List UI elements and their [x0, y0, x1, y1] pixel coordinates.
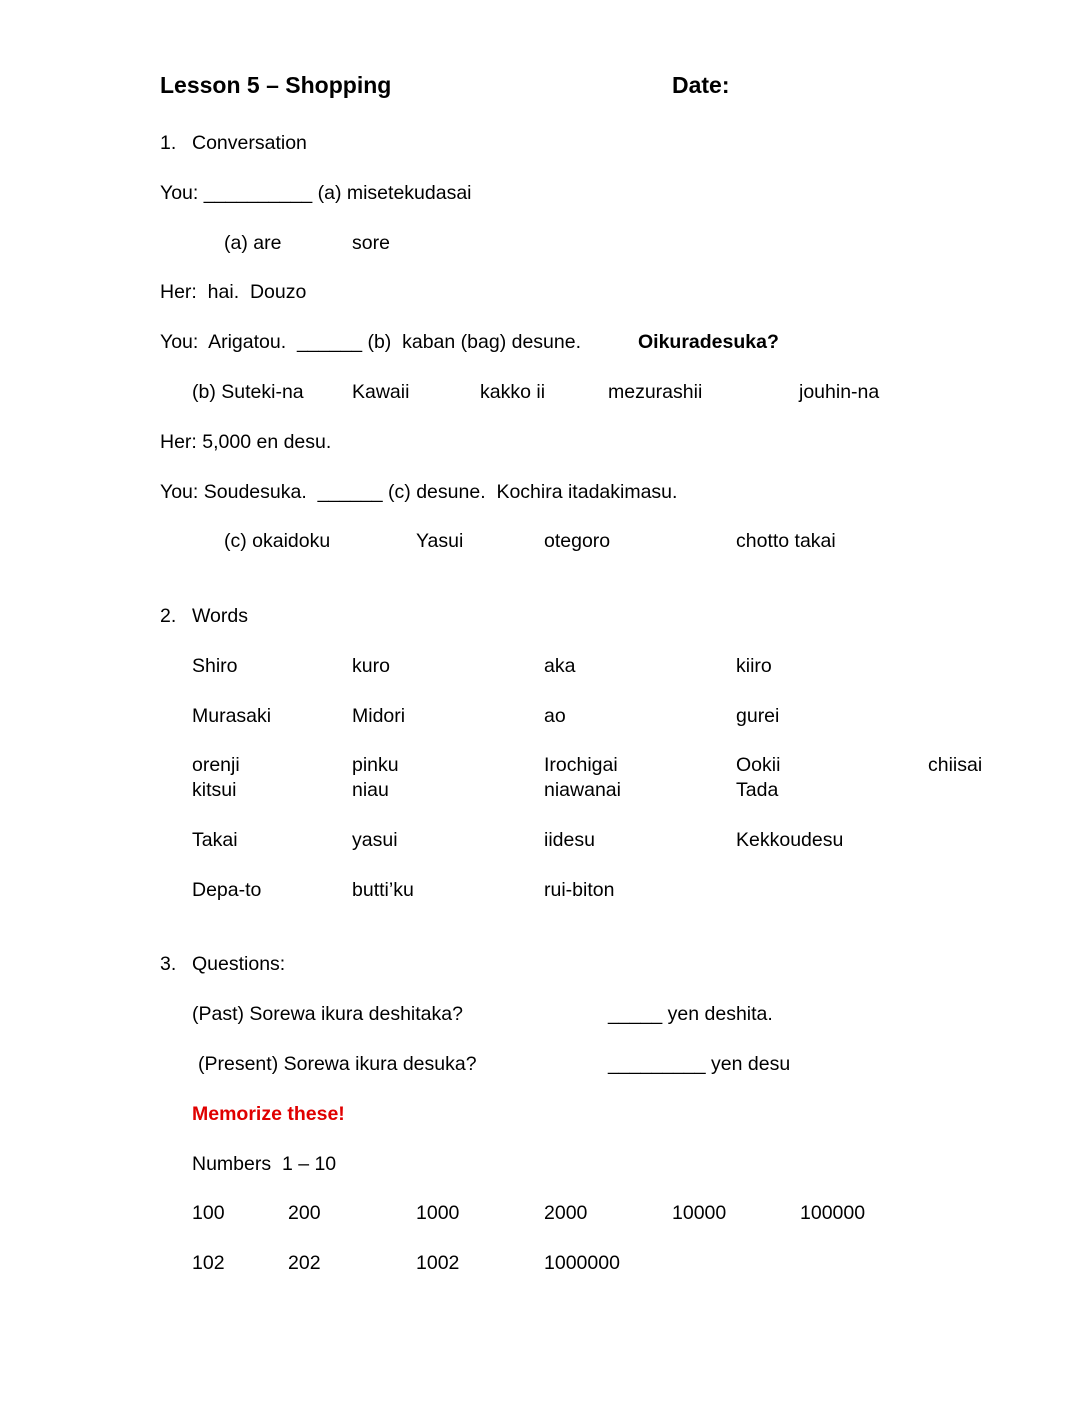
- option-a-2: sore: [352, 232, 390, 254]
- word: chiisai: [928, 754, 983, 776]
- word: Ookii: [736, 754, 781, 776]
- option-b-3: kakko ii: [480, 381, 546, 403]
- option-b-4: mezurashii: [608, 381, 703, 403]
- option-a-1: (a) are: [224, 232, 282, 254]
- answer-past: _____ yen deshita.: [608, 1003, 773, 1025]
- word: Depa-to: [192, 879, 262, 901]
- word: butti’ku: [352, 879, 414, 901]
- number: 10000: [672, 1202, 727, 1224]
- option-b-5: jouhin-na: [799, 381, 880, 403]
- date-label: Date:: [672, 72, 730, 98]
- word: yasui: [352, 829, 398, 851]
- section1-heading: Conversation: [192, 132, 307, 154]
- conversation-line-5: You: Soudesuka. ______ (c) desune. Kochira itadakimasu.: [160, 481, 678, 503]
- word: Midori: [352, 705, 406, 727]
- word: kitsui: [192, 779, 237, 801]
- number: 100: [192, 1202, 225, 1224]
- option-c-3: otegoro: [544, 530, 611, 552]
- word: Irochigai: [544, 754, 618, 776]
- word: Kekkoudesu: [736, 829, 844, 851]
- answer-present: _________ yen desu: [608, 1053, 791, 1075]
- word: rui-biton: [544, 879, 615, 901]
- section2-number: 2.: [160, 605, 177, 627]
- word: Tada: [736, 779, 779, 801]
- question-past: (Past) Sorewa ikura deshitaka?: [192, 1003, 463, 1025]
- page-title: Lesson 5 – Shopping: [160, 72, 392, 98]
- number: 200: [288, 1202, 321, 1224]
- section2-heading: Words: [192, 605, 248, 627]
- word: niawanai: [544, 779, 621, 801]
- option-c-2: Yasui: [416, 530, 464, 552]
- word: orenji: [192, 754, 240, 776]
- word: Murasaki: [192, 705, 272, 727]
- word: ao: [544, 705, 566, 727]
- option-c-1: (c) okaidoku: [224, 530, 331, 552]
- question-present: (Present) Sorewa ikura desuka?: [198, 1053, 477, 1075]
- number: 1000: [416, 1202, 460, 1224]
- number: 202: [288, 1252, 321, 1274]
- word: iidesu: [544, 829, 595, 851]
- memorize-note: Memorize these!: [192, 1103, 345, 1125]
- number: 1000000: [544, 1252, 620, 1274]
- word: kiiro: [736, 655, 772, 677]
- number: 2000: [544, 1202, 588, 1224]
- conversation-line-1: You: __________ (a) misetekudasai: [160, 182, 472, 204]
- number: 102: [192, 1252, 225, 1274]
- word: Shiro: [192, 655, 238, 677]
- word: niau: [352, 779, 389, 801]
- number: 100000: [800, 1202, 866, 1224]
- option-b-1: (b) Suteki-na: [192, 381, 304, 403]
- numbers-label: Numbers 1 – 10: [192, 1153, 337, 1175]
- conversation-line-3: You: Arigatou. ______ (b) kaban (bag) desune.: [160, 331, 582, 353]
- section3-number: 3.: [160, 953, 177, 975]
- option-b-2: Kawaii: [352, 381, 410, 403]
- word: gurei: [736, 705, 780, 727]
- word: pinku: [352, 754, 399, 776]
- word: aka: [544, 655, 576, 677]
- option-c-4: chotto takai: [736, 530, 836, 552]
- number: 1002: [416, 1252, 460, 1274]
- word: Takai: [192, 829, 238, 851]
- word: kuro: [352, 655, 390, 677]
- section1-number: 1.: [160, 132, 177, 154]
- conversation-line-3-bold: Oikuradesuka?: [638, 331, 779, 353]
- conversation-line-4: Her: 5,000 en desu.: [160, 431, 332, 453]
- section3-heading: Questions:: [192, 953, 286, 975]
- conversation-line-2: Her: hai. Douzo: [160, 281, 307, 303]
